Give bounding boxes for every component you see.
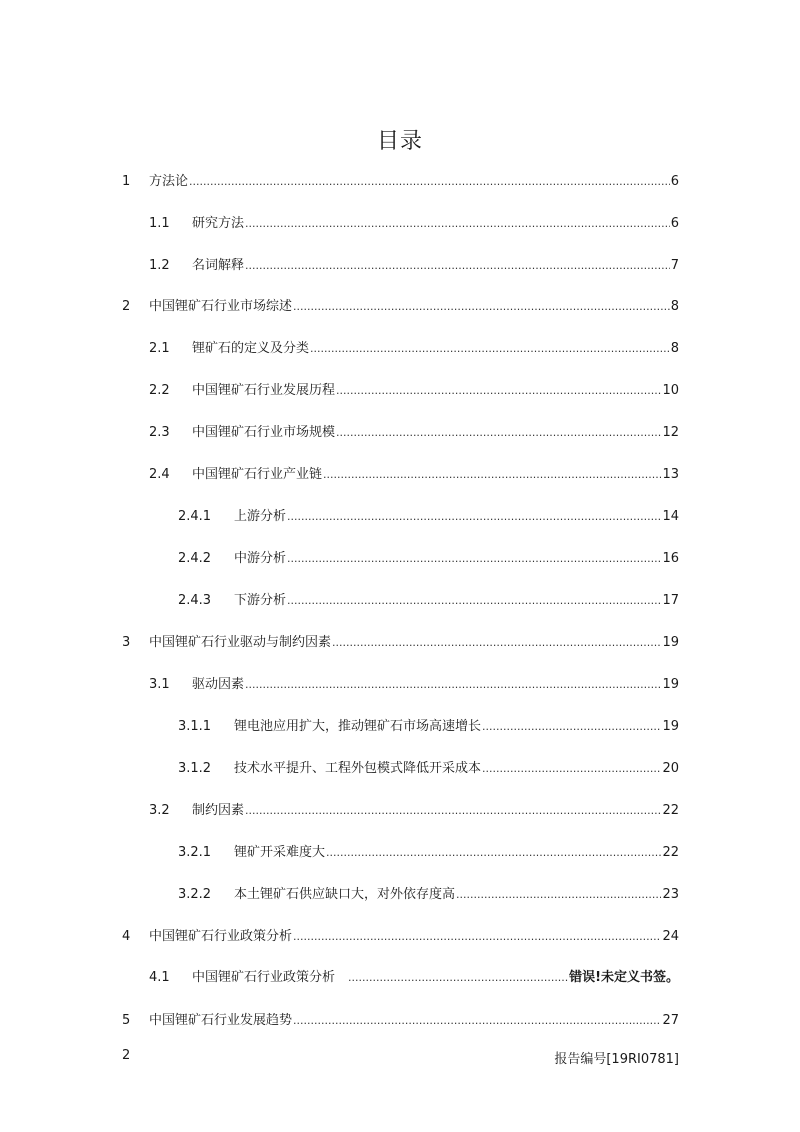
toc-entry-page: 13 — [662, 467, 679, 482]
toc-entry-page: 19 — [662, 635, 679, 650]
toc-entry-number: 2.4 — [149, 467, 170, 482]
toc-entry-title: 锂电池应用扩大，推动锂矿石市场高速增长 — [234, 719, 482, 734]
toc-entry-title: 锂矿石的定义及分类 — [192, 341, 310, 356]
toc-entry-number: 3.2.1 — [178, 845, 212, 860]
toc-entry-title: 驱动因素 — [192, 677, 245, 692]
footer-page-number: 2 — [122, 1048, 131, 1063]
toc-dot-leader — [482, 718, 661, 736]
toc-entry-number: 2.2 — [149, 383, 170, 398]
toc-entry-number: 4.1 — [149, 970, 170, 985]
toc-entry-number: 2.4.1 — [178, 509, 212, 524]
toc-entry[interactable] — [122, 928, 679, 946]
toc-entry-title: 中国锂矿石行业政策分析 — [192, 970, 336, 985]
toc-dot-leader — [456, 886, 661, 904]
toc-entry-number: 2 — [122, 299, 131, 314]
toc-entry-page: 19 — [662, 677, 679, 692]
toc-entry-number: 1 — [122, 174, 131, 189]
toc-entry-title: 中国锂矿石行业政策分析 — [149, 929, 293, 944]
toc-entry-number: 3.2 — [149, 803, 170, 818]
toc-entry-number: 3 — [122, 635, 131, 650]
toc-dot-leader — [245, 257, 670, 275]
toc-entry[interactable] — [149, 382, 679, 400]
toc-entry-title: 上游分析 — [234, 509, 287, 524]
toc-entry-number: 3.1 — [149, 677, 170, 692]
toc-entry-number: 3.2.2 — [178, 887, 212, 902]
toc-dot-leader — [293, 928, 661, 946]
toc-dot-leader — [287, 592, 661, 610]
toc-dot-leader — [245, 676, 661, 694]
toc-entry-number: 2.1 — [149, 341, 170, 356]
toc-entry[interactable] — [122, 173, 679, 191]
toc-entry-page-error: 错误!未定义书签。 — [569, 970, 679, 985]
toc-entry[interactable] — [149, 466, 679, 484]
toc-entry-page: 22 — [662, 845, 679, 860]
toc-entry[interactable] — [149, 340, 679, 358]
toc-entry-title: 中国锂矿石行业发展历程 — [192, 383, 336, 398]
footer-report-id: 报告编号[19RI0781] — [554, 1052, 679, 1067]
toc-dot-leader — [482, 760, 661, 778]
toc-entry-page: 23 — [662, 887, 679, 902]
toc-dot-leader — [293, 298, 670, 316]
toc-entry[interactable] — [149, 969, 679, 987]
toc-entry-number: 3.1.2 — [178, 761, 212, 776]
toc-entry-title: 制约因素 — [192, 803, 245, 818]
toc-entry-title: 技术水平提升、工程外包模式降低开采成本 — [234, 761, 482, 776]
toc-entry-title: 锂矿开采难度大 — [234, 845, 326, 860]
toc-dot-leader — [189, 173, 670, 191]
toc-dot-leader — [245, 802, 661, 820]
page-title: 目录 — [376, 129, 423, 154]
toc-entry-page: 17 — [662, 593, 679, 608]
toc-entry[interactable] — [149, 257, 679, 275]
toc-entry-number: 5 — [122, 1013, 131, 1028]
toc-entry[interactable] — [178, 760, 679, 778]
toc-entry-number: 2.4.2 — [178, 551, 212, 566]
toc-entry-page: 12 — [662, 425, 679, 440]
toc-entry[interactable] — [149, 802, 679, 820]
toc-entry-page: 19 — [662, 719, 679, 734]
toc-entry-page: 27 — [662, 1013, 679, 1028]
toc-entry-title: 名词解释 — [192, 258, 245, 273]
toc-entry[interactable] — [178, 886, 679, 904]
toc-dot-leader — [287, 550, 661, 568]
toc-entry-page: 6 — [670, 216, 679, 231]
toc-entry[interactable] — [178, 508, 679, 526]
toc-entry[interactable] — [178, 718, 679, 736]
toc-entry-number: 1.1 — [149, 216, 170, 231]
toc-entry[interactable] — [122, 298, 679, 316]
toc-entry-page: 22 — [662, 803, 679, 818]
toc-entry-title: 中国锂矿石行业市场综述 — [149, 299, 293, 314]
toc-entry[interactable] — [178, 550, 679, 568]
toc-entry-title: 中国锂矿石行业市场规模 — [192, 425, 336, 440]
toc-entry-number: 4 — [122, 929, 131, 944]
toc-entry[interactable] — [178, 844, 679, 862]
toc-entry[interactable] — [149, 676, 679, 694]
toc-entry-page: 10 — [662, 383, 679, 398]
toc-dot-leader — [348, 969, 568, 987]
toc-dot-leader — [332, 634, 661, 652]
toc-dot-leader — [245, 215, 670, 233]
toc-entry-page: 16 — [662, 551, 679, 566]
toc-dot-leader — [287, 508, 661, 526]
toc-entry-page: 6 — [670, 174, 679, 189]
toc-entry[interactable] — [149, 424, 679, 442]
toc-entry-number: 3.1.1 — [178, 719, 212, 734]
toc-entry-title: 中国锂矿石行业产业链 — [192, 467, 323, 482]
toc-entry-page: 8 — [670, 341, 679, 356]
toc-entry-title: 中国锂矿石行业发展趋势 — [149, 1013, 293, 1028]
toc-entry-title: 中国锂矿石行业驱动与制约因素 — [149, 635, 332, 650]
toc-entry-page: 14 — [662, 509, 679, 524]
toc-entry-title: 方法论 — [149, 174, 189, 189]
toc-dot-leader — [323, 466, 661, 484]
toc-dot-leader — [326, 844, 661, 862]
toc-entry-title: 研究方法 — [192, 216, 245, 231]
toc-entry-number: 2.4.3 — [178, 593, 212, 608]
toc-entry[interactable] — [149, 215, 679, 233]
toc-dot-leader — [336, 382, 661, 400]
toc-entry[interactable] — [122, 1012, 679, 1030]
toc-entry[interactable] — [178, 592, 679, 610]
toc-dot-leader — [310, 340, 670, 358]
toc-dot-leader — [336, 424, 661, 442]
toc-entry-title: 下游分析 — [234, 593, 287, 608]
toc-entry-page: 7 — [670, 258, 679, 273]
toc-entry-page: 8 — [670, 299, 679, 314]
toc-entry-page: 20 — [662, 761, 679, 776]
toc-entry[interactable] — [122, 634, 679, 652]
toc-entry-number: 1.2 — [149, 258, 170, 273]
toc-entry-page: 24 — [662, 929, 679, 944]
toc-entry-number: 2.3 — [149, 425, 170, 440]
toc-entry-title: 中游分析 — [234, 551, 287, 566]
toc-dot-leader — [293, 1012, 661, 1030]
toc-entry-title: 本土锂矿石供应缺口大，对外依存度高 — [234, 887, 456, 902]
